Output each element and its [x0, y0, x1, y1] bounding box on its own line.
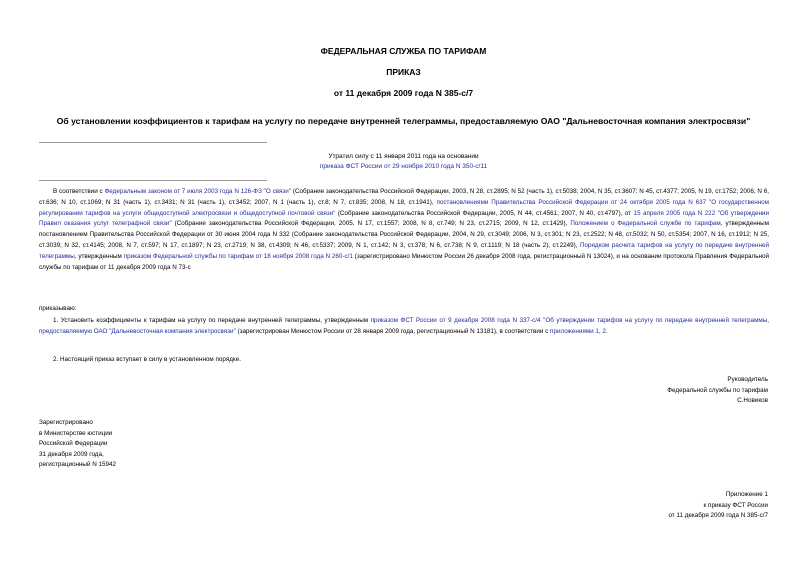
orders-word: приказываю:: [39, 305, 77, 312]
registration-block: [39, 418, 116, 471]
appendices-link[interactable]: приложениями 1, 2: [550, 327, 606, 335]
preamble-text-3: (Собрание законодательства Российской Федерации, 2005, N 44, ст.4561; 2007, N 40, ст.4797), от: [335, 209, 634, 217]
registration-line-1: Зарегистрировано: [39, 419, 93, 426]
preamble-text-6: , утвержденным: [74, 252, 124, 260]
agency-heading: ФЕДЕРАЛЬНАЯ СЛУЖБА ПО ТАРИФАМ: [320, 46, 487, 56]
fst-regulation-link[interactable]: Положением о Федеральной службе по тарифам: [570, 220, 721, 228]
item-1-text-2: (зарегистрирован Минюстом России от 28 января 2009 года, регистрационный N 13181), в соответствии с: [235, 327, 551, 335]
appendix-block: [668, 490, 768, 522]
item-1-text-3: .: [605, 327, 608, 335]
preamble-text-2: (Собрание законодательства Российской Федерации, 2003, N 28, ст.2895; N 52 (часть 1), ст.5038; 2004, N 35, ст.3607; N 45, ст.4377; 2005, N 19, ст.1752; 2006, N 6, ст.636; N 10, ст.1069; N 31 (часть 1), ст.3431; N 31 (часть 1), ст.3452; 2007, N 1 (часть 1), ст.8; N 7, ст.835; 2008, N 18, ст.1941),: [39, 188, 769, 206]
tariff-calc-procedure-link[interactable]: Порядком расчета тарифов на услугу по передаче внутренней телеграммы: [39, 241, 769, 260]
registration-line-5: регистрационный N 15942: [39, 461, 117, 469]
divider-top: [39, 142, 267, 143]
item-1-paragraph: [39, 316, 769, 338]
lost-force-order-link[interactable]: приказа ФСТ России от 29 ноября 2010 года N 350-с/11: [319, 163, 488, 170]
preamble-text-5: , утвержденным постановлением Правительства Российской Федерации от 30 июня 2004 года N 332 (Собрание законодательства Российской Федерации, 2004, N 29, ст.3049; 2006, N 3, ст.301; N 23, ст.2522; N 48, ст.5032; N 50, ст.5354; 2007, N 16, ст.1912; N 25, ст.3039; N 32, ст.4145; 2008, N 7, ст.597; N 17, ст.1897; N 23, ст.2719; N 38, ст.4309; N 46, ст.5337; 2009, N 1, ст.142; N 3, ст.378; N 6, ст.738; N 9, ст.1119; N 18 (часть 2), ст.2249),: [39, 220, 770, 249]
appendix-line-2: к приказу ФСТ России: [703, 501, 768, 509]
signature-line-3: С.Новиков: [737, 397, 768, 404]
preamble-text-1: В соответствии с: [53, 188, 105, 195]
item-2-paragraph: 2. Настоящий приказ вступает в силу в установленном порядке.: [53, 356, 242, 363]
doc-type-heading: ПРИКАЗ: [386, 67, 421, 77]
signature-block: [667, 375, 768, 407]
order-337-link[interactable]: приказом ФСТ России от 9 декабря 2008 года N 337-с/4 "Об утверждении тарифов на услугу по передаче внутренней телеграммы, предоставляемую ОАО "Дальневосточная компания электросвязи": [39, 317, 770, 335]
registration-line-3: Российской Федерации: [39, 440, 108, 448]
appendix-line-1: Приложение 1: [725, 491, 768, 498]
lost-force-note: Утратил силу с 11 января 2011 года на основании: [328, 153, 479, 160]
appendix-line-3: от 11 декабря 2009 года N 385-с/7: [668, 512, 768, 519]
resolution-222-link[interactable]: 15 апреля 2005 года N 222 "Об утверждении Правил оказания услуг телеграфной связи": [39, 209, 769, 228]
order-260-link[interactable]: приказом Федеральной службы по тарифам от 18 ноября 2008 года N 260-с/1: [123, 252, 353, 260]
resolution-637-link[interactable]: постановлениями Правительства Российской Федерации от 24 октября 2005 года N 637 "О государственном регулировании тарифов на услуги общедоступной электросвязи и общедоступной почтовой связи": [39, 198, 770, 217]
divider-bottom: [39, 180, 267, 181]
doc-title: Об установлении коэффициентов к тарифам на услугу по передаче внутренней телеграммы, предоставляемую ОАО "Дальневосточная компания электросвязи": [56, 116, 751, 126]
signature-line-2: Федеральной службы по тарифам: [667, 386, 768, 394]
preamble-text-7: (зарегистрировано Минюстом России 26 декабря 2008 года, регистрационный N 13024), и на основании протокола Правления Федеральной службы по тарифам от 11 декабря 2009 года N 73-с: [39, 252, 769, 271]
lost-force-link-row: [0, 162, 807, 172]
item-1-text-1: 1. Установить коэффициенты к тарифам на услугу по передаче внутренней телеграммы, утвержденным: [53, 317, 371, 324]
law-126-fz-link[interactable]: Федеральным законом от 7 июля 2003 года N 126-ФЗ "О связи": [104, 188, 292, 195]
registration-line-2: в Министерстве юстиции: [39, 429, 113, 437]
preamble-paragraph: [39, 187, 769, 273]
registration-line-4: 31 декабря 2009 года,: [39, 450, 104, 458]
signature-line-1: Руководитель: [727, 376, 768, 383]
doc-date-number: от 11 декабря 2009 года N 385-с/7: [333, 88, 474, 98]
preamble-text-4: (Собрание законодательства Российской Федерации, 2005, N 17, ст.1557; 2008, N 8, ст.749; N 23, ст.2715; 2009, N 12, ст.1429),: [171, 220, 571, 228]
